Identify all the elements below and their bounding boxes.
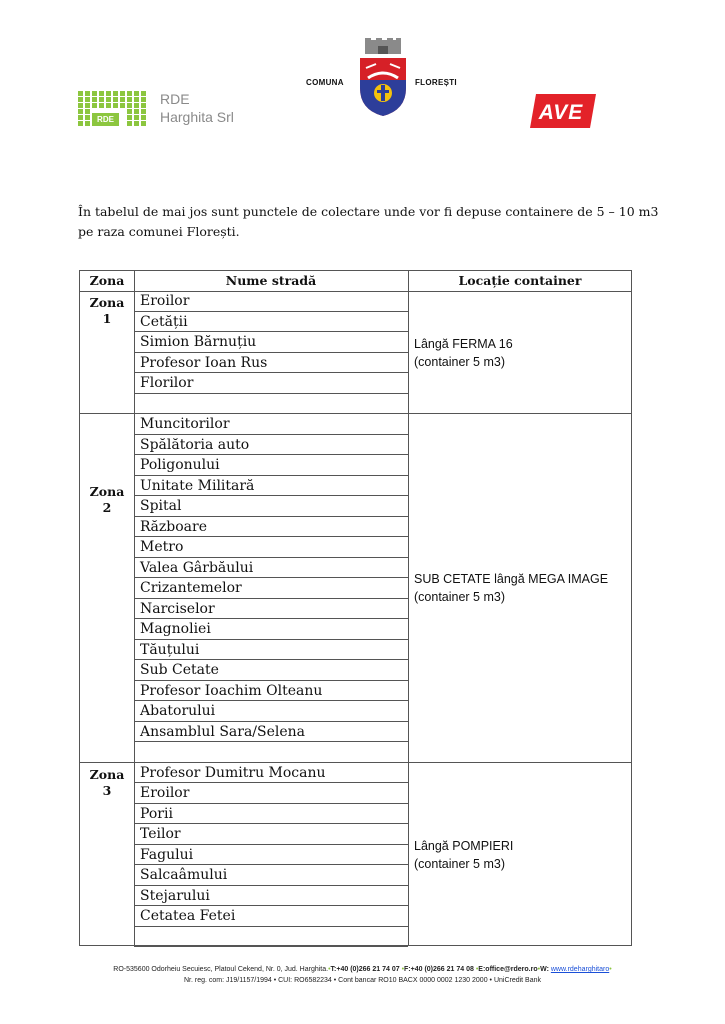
rde-grid-square bbox=[85, 115, 90, 120]
rde-grid-square bbox=[106, 91, 111, 96]
footer-fax: F:+40 (0)266 21 74 08 bbox=[404, 966, 474, 973]
rde-logo bbox=[78, 88, 253, 130]
rde-grid-square bbox=[134, 121, 139, 126]
street-row: Cetatea Fetei bbox=[134, 906, 408, 927]
rde-grid-square bbox=[78, 109, 83, 114]
zone-label-number: 3 bbox=[102, 782, 112, 798]
column-divider bbox=[408, 271, 409, 945]
street-row: Crizantemelor bbox=[134, 578, 408, 599]
container-size: (container 5 m3) bbox=[414, 856, 506, 871]
street-row: Profesor Ioan Rus bbox=[134, 353, 408, 374]
rde-grid-square bbox=[78, 91, 83, 96]
street-row: Eroilor bbox=[134, 291, 408, 312]
rde-grid-square bbox=[120, 91, 125, 96]
street-row bbox=[134, 394, 408, 415]
street-row: Salcaâmului bbox=[134, 865, 408, 886]
rde-name-line2: Harghita Srl bbox=[160, 109, 234, 125]
rde-grid-square bbox=[134, 115, 139, 120]
rde-grid-icon bbox=[78, 91, 150, 127]
commune-coat-of-arms bbox=[288, 30, 478, 130]
street-row: Sub Cetate bbox=[134, 660, 408, 681]
street-row: Războare bbox=[134, 517, 408, 538]
rde-grid-square bbox=[134, 103, 139, 108]
rde-grid-square bbox=[127, 121, 132, 126]
rde-grid-square bbox=[85, 103, 90, 108]
zone-label-number: 1 bbox=[102, 311, 112, 326]
street-row bbox=[134, 927, 408, 948]
coat-left-label: COMUNA bbox=[306, 78, 344, 87]
rde-grid-square bbox=[134, 91, 139, 96]
location-name: SUB CETATE lângă MEGA IMAGE bbox=[414, 572, 609, 587]
ave-logo-text: AVE bbox=[538, 101, 584, 124]
street-row: Tăuțului bbox=[134, 640, 408, 661]
rde-grid-square bbox=[106, 103, 111, 108]
rde-company-name bbox=[160, 90, 234, 126]
rde-grid-square bbox=[78, 97, 83, 102]
collection-points-table bbox=[79, 270, 632, 946]
street-row: Unitate Militară bbox=[134, 476, 408, 497]
rde-grid-square bbox=[99, 97, 104, 102]
street-row: Stejarului bbox=[134, 886, 408, 907]
rde-grid-square bbox=[134, 109, 139, 114]
rde-grid-square bbox=[113, 97, 118, 102]
zone-label bbox=[80, 767, 134, 799]
rde-grid-square bbox=[127, 103, 132, 108]
intro-paragraph: În tabelul de mai jos sunt punctele de colectare unde vor fi depuse containere de 5 – 10 m3 pe raza comunei Florești. bbox=[78, 204, 659, 239]
rde-grid-square bbox=[99, 103, 104, 108]
rde-grid-square bbox=[113, 91, 118, 96]
street-row: Ansamblul Sara/Selena bbox=[134, 722, 408, 743]
footer-email: E:office@rdero.ro bbox=[478, 966, 538, 973]
rde-grid-square bbox=[141, 115, 146, 120]
zone-label-word: Zona bbox=[89, 295, 125, 310]
rde-grid-square bbox=[141, 103, 146, 108]
rde-grid-square bbox=[78, 121, 83, 126]
header-zone: Zona bbox=[89, 273, 125, 288]
street-row: Profesor Dumitru Mocanu bbox=[134, 763, 408, 784]
street-row: Simion Bărnuțiu bbox=[134, 332, 408, 353]
street-row: Abatorului bbox=[134, 701, 408, 722]
zone-label-word: Zona bbox=[89, 483, 125, 499]
street-row: Porii bbox=[134, 804, 408, 825]
container-location bbox=[414, 335, 629, 371]
rde-grid-square bbox=[78, 115, 83, 120]
rde-grid-square bbox=[85, 91, 90, 96]
footer-phone: T:+40 (0)266 21 74 07 bbox=[330, 966, 400, 973]
rde-grid-square bbox=[85, 97, 90, 102]
street-row: Valea Gârbăului bbox=[134, 558, 408, 579]
rde-grid-square bbox=[127, 109, 132, 114]
rde-grid-square bbox=[141, 91, 146, 96]
zone-label bbox=[80, 295, 134, 327]
container-location bbox=[414, 837, 629, 873]
street-row: Spital bbox=[134, 496, 408, 517]
ave-logo bbox=[530, 94, 596, 128]
rde-grid-square bbox=[141, 109, 146, 114]
rde-grid-square bbox=[127, 97, 132, 102]
rde-grid-square bbox=[92, 91, 97, 96]
rde-grid-square bbox=[120, 103, 125, 108]
street-row: Eroilor bbox=[134, 783, 408, 804]
rde-grid-square bbox=[120, 97, 125, 102]
street-row: Fagului bbox=[134, 845, 408, 866]
rde-grid-square bbox=[99, 91, 104, 96]
location-name: Lângă POMPIERI bbox=[414, 838, 514, 853]
header-location: Locație container bbox=[458, 273, 582, 288]
rde-mark: RDE bbox=[92, 113, 119, 126]
rde-grid-square bbox=[127, 115, 132, 120]
footer-line-2: Nr. reg. com: J19/1157/1994 • CUI: RO6582234 • Cont bancar RO10 BACX 0000 0002 1230 2000 • UniCredit Bank bbox=[183, 977, 542, 984]
street-row: Muncitorilor bbox=[134, 414, 408, 435]
shield-icon bbox=[356, 38, 410, 118]
rde-grid-square bbox=[85, 121, 90, 126]
street-row: Magnoliei bbox=[134, 619, 408, 640]
rde-grid-square bbox=[127, 91, 132, 96]
street-row: Poligonului bbox=[134, 455, 408, 476]
container-size: (container 5 m3) bbox=[414, 354, 506, 369]
street-row: Profesor Ioachim Olteanu bbox=[134, 681, 408, 702]
rde-grid-square bbox=[134, 97, 139, 102]
zone-label-word: Zona bbox=[89, 766, 125, 782]
rde-name-line1: RDE bbox=[160, 91, 190, 107]
rde-grid-square bbox=[141, 97, 146, 102]
rde-grid-square bbox=[113, 103, 118, 108]
footer-address: RO-535600 Odorheiu Secuiesc, Platoul Cekend, Nr. 0, Jud. Harghita. bbox=[113, 966, 329, 973]
container-location bbox=[414, 570, 629, 606]
footer-website-link[interactable]: www.rdeharghitaro bbox=[550, 966, 610, 973]
rde-grid-square bbox=[85, 109, 90, 114]
street-row: Florilor bbox=[134, 373, 408, 394]
street-row: Narciselor bbox=[134, 599, 408, 620]
container-size: (container 5 m3) bbox=[414, 590, 506, 605]
street-row: Cetății bbox=[134, 312, 408, 333]
street-row: Metro bbox=[134, 537, 408, 558]
street-row: Teilor bbox=[134, 824, 408, 845]
coat-right-label: FLOREȘTI bbox=[415, 78, 457, 87]
rde-grid-square bbox=[92, 103, 97, 108]
ave-logo-icon bbox=[530, 94, 596, 128]
rde-grid-square bbox=[78, 103, 83, 108]
street-row bbox=[134, 742, 408, 763]
location-name: Lângă FERMA 16 bbox=[414, 336, 513, 351]
header-street: Nume stradă bbox=[225, 273, 317, 288]
footer-line-1: RO-535600 Odorheiu Secuiesc, Platoul Cekend, Nr. 0, Jud. Harghita.•T:+40 (0)266 21 74 07 •F:+40 (0)266 21 74 08 •E:office@rdero.ro•W: www.rdeharghitaro• bbox=[113, 966, 612, 973]
rde-grid-square bbox=[141, 121, 146, 126]
rde-grid-square bbox=[106, 97, 111, 102]
zone-label-number: 2 bbox=[102, 499, 112, 515]
zone-label bbox=[80, 484, 134, 516]
footer-web-label: W: bbox=[540, 966, 549, 973]
street-row: Spălătoria auto bbox=[134, 435, 408, 456]
rde-grid-square bbox=[92, 97, 97, 102]
